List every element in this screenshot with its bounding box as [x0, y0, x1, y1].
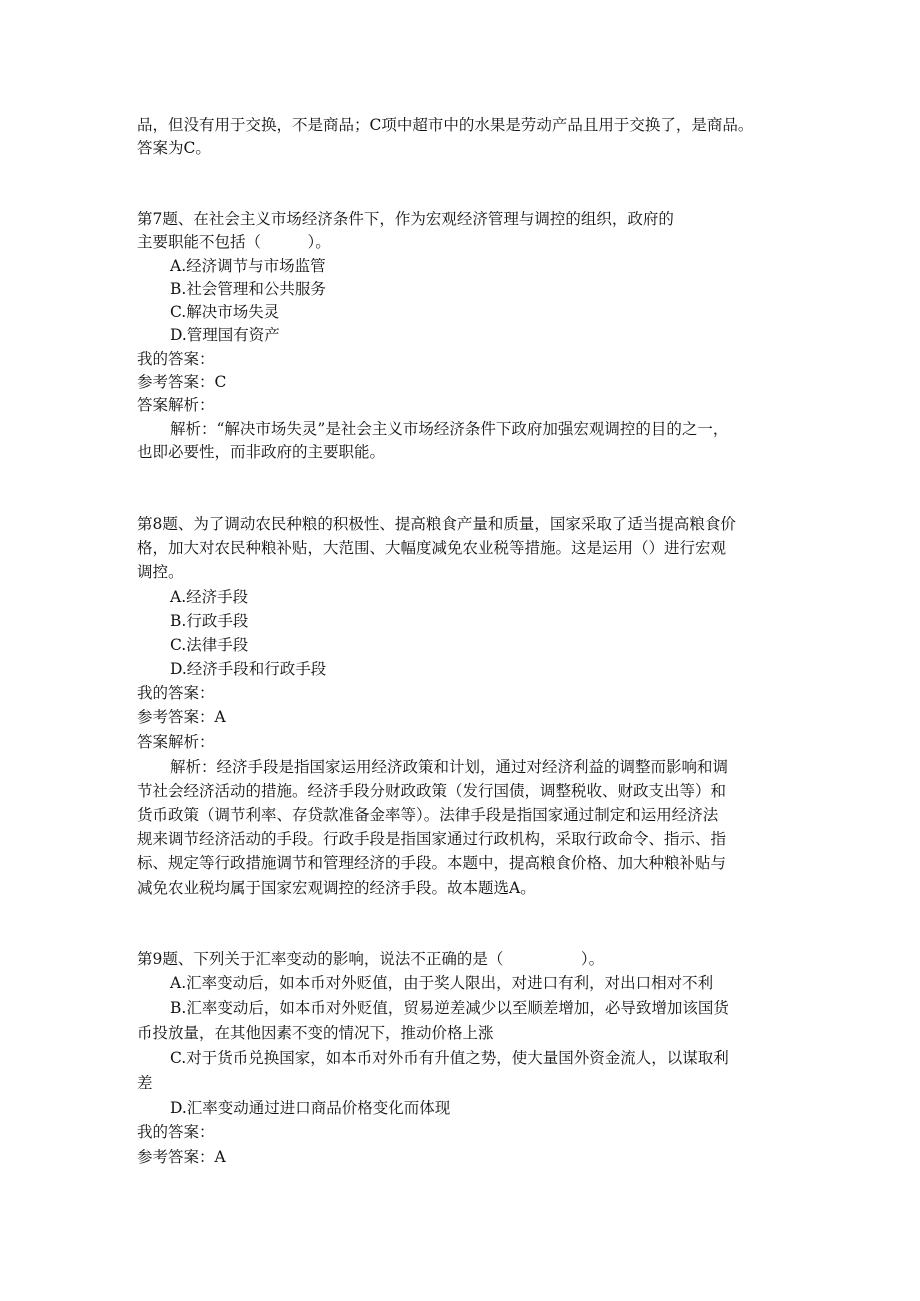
q8-analysis-line-3: 货币政策（调节利率、存贷款准备金率等）。法律手段是指国家通过制定和运用经济法 [137, 806, 719, 824]
q7-option-a: A.经济调节与市场监管 [170, 257, 326, 275]
q8-analysis-line-2: 节社会经济活动的措施。经济手段分财政政策（发行国债，调整税收、财政支出等）和 [137, 782, 727, 800]
q7-option-d: D.管理国有资产 [170, 326, 280, 344]
q7-option-c: C.解决市场失灵 [170, 303, 280, 321]
q8-option-c: C.法律手段 [170, 636, 249, 654]
intro-line-2: 答案为C。 [137, 139, 211, 157]
q7-my-answer: 我的答案： [137, 350, 215, 368]
q7-stem-line-2: 主要职能不包括（ ）。 [137, 233, 331, 251]
q7-analysis-line-1: 解析：“解决市场失灵”是社会主义市场经济条件下政府加强宏观调控的目的之一， [170, 420, 729, 438]
q9-my-answer: 我的答案： [137, 1123, 215, 1141]
q9-option-c-cont: 差 [137, 1074, 153, 1092]
q7-ref-answer: 参考答案：C [137, 373, 227, 391]
q9-option-b: B.汇率变动后，如本币对外贬值，贸易逆差减少以至顺差增加，必导致增加该国货 [170, 999, 729, 1017]
q8-option-d: D.经济手段和行政手段 [170, 660, 327, 678]
q8-stem-line-1: 第8题、为了调动农民种粮的积极性、提高粮食产量和质量，国家采取了适当提高粮食价 [137, 515, 736, 533]
q9-stem: 第9题、下列关于汇率变动的影响，说法不正确的是（ ）。 [137, 950, 605, 968]
q8-analysis-line-1: 解析：经济手段是指国家运用经济政策和计划，通过对经济利益的调整而影响和调 [170, 758, 729, 776]
q9-option-d: D.汇率变动通过进口商品价格变化而体现 [170, 1099, 451, 1117]
q8-option-b: B.行政手段 [170, 612, 249, 630]
q8-stem-line-3: 调控。 [137, 563, 184, 581]
q8-my-answer: 我的答案： [137, 684, 215, 702]
q7-option-b: B.社会管理和公共服务 [170, 280, 326, 298]
q8-stem-line-2: 格，加大对农民种粮补贴，大范围、大幅度减免农业税等措施。这是运用（）进行宏观 [137, 539, 727, 557]
q8-analysis-line-6: 减免农业税均属于国家宏观调控的经济手段。故本题选A。 [137, 879, 536, 897]
q7-analysis-label: 答案解析： [137, 396, 215, 414]
intro-line-1: 品，但没有用于交换，不是商品；C项中超市中的水果是劳动产品且用于交换了，是商品。 [137, 116, 754, 134]
q9-ref-answer: 参考答案：A [137, 1148, 226, 1166]
q7-stem-line-1: 第7题、在社会主义市场经济条件下，作为宏观经济管理与调控的组织，政府的 [137, 210, 674, 228]
q7-analysis-line-2: 也即必要性，而非政府的主要职能。 [137, 443, 386, 461]
q9-option-b-cont: 币投放量，在其他因素不变的情况下，推动价格上涨 [137, 1024, 494, 1042]
q8-option-a: A.经济手段 [170, 588, 249, 606]
q9-option-a: A.汇率变动后，如本币对外贬值，由于奖人限出，对进口有利，对出口相对不利 [170, 974, 714, 992]
q8-analysis-line-4: 规来调节经济活动的手段。行政手段是指国家通过行政机构，采取行政命令、指示、指 [137, 830, 727, 848]
q8-analysis-line-5: 标、规定等行政措施调节和管理经济的手段。本题中，提高粮食价格、加大种粮补贴与 [137, 854, 727, 872]
q8-analysis-label: 答案解析： [137, 733, 215, 751]
q8-ref-answer: 参考答案：A [137, 708, 226, 726]
q9-option-c: C.对于货币兑换国家，如本币对外币有升值之势，使大量国外资金流人，以谋取利 [170, 1049, 729, 1067]
